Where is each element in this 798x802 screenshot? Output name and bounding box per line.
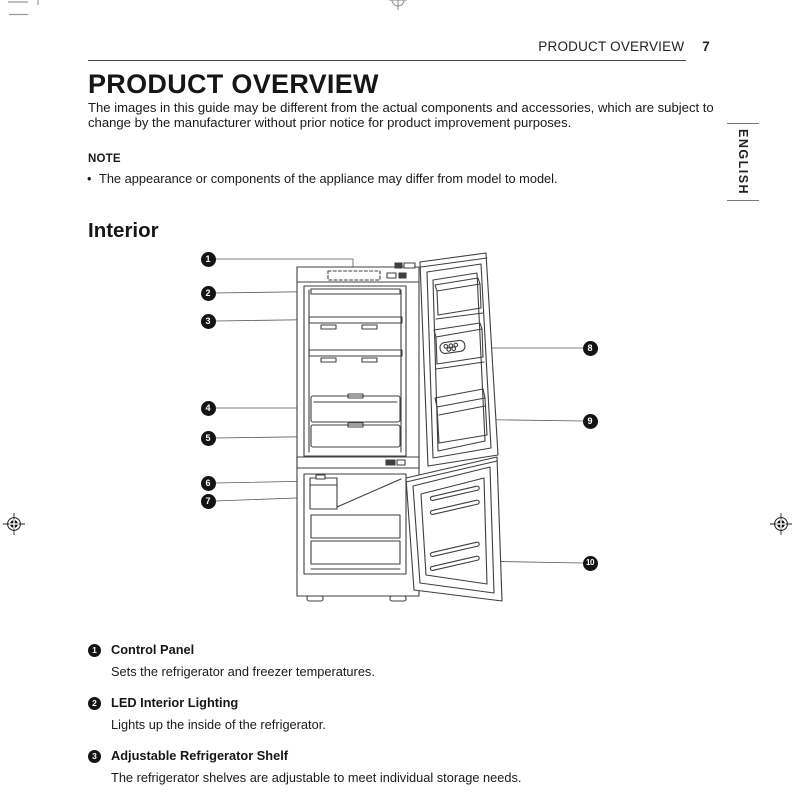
callout-4: 4 [201,401,216,416]
callout-5: 5 [201,431,216,446]
callout-10: 10 [583,556,598,571]
registration-target-left [3,513,25,535]
compartment-divider [297,457,419,468]
language-tab [727,123,759,201]
top-hinge [395,263,415,268]
registration-target-top [389,0,407,10]
callout-1: 1 [201,252,216,267]
fridge-door [420,253,498,466]
callout-9: 9 [583,414,598,429]
header-rule [88,60,686,61]
note-item-text: The appearance or components of the appliance may differ from model to model. [99,171,558,186]
legend-desc-2: Lights up the inside of the refrigerator. [111,717,326,732]
legend-num-1: 1 [88,644,101,657]
freezer-door [406,457,502,601]
legend-title-2: LED Interior Lighting [111,695,239,710]
callout-6: 6 [201,476,216,491]
callout-8: 8 [583,341,598,356]
legend-desc-3: The refrigerator shelves are adjustable to meet individual storage needs. [111,770,522,785]
note-item [87,171,717,186]
refrigerator-line-art [190,245,610,615]
legs [307,596,406,601]
legend-num-3: 3 [88,750,101,763]
running-header-section: PRODUCT OVERVIEW [538,39,685,54]
callout-2: 2 [201,286,216,301]
legend-title-3: Adjustable Refrigerator Shelf [111,748,289,763]
interior-diagram [190,245,610,615]
intro-paragraph: The images in this guide may be different from the actual components and accessories, which are subject to change by the manufacturer without prior notice for product improvement purposes. [88,100,714,130]
language-tab-label: ENGLISH [736,128,750,196]
legend-list [88,643,728,802]
crop-mark-top-left [8,0,38,15]
legend-item-adjustable-shelf [88,749,728,784]
note-label: NOTE [88,153,121,165]
page-title: PRODUCT OVERVIEW [88,69,379,99]
legend-item-led-lighting [88,696,728,731]
running-header [88,39,710,54]
callout-3: 3 [201,314,216,329]
registration-target-right [770,513,792,535]
legend-num-2: 2 [88,697,101,710]
legend-title-1: Control Panel [111,642,195,657]
page-number: 7 [702,39,710,54]
section-title-interior: Interior [88,219,159,242]
bullet-icon: • [87,171,92,186]
legend-item-control-panel [88,643,728,678]
legend-desc-1: Sets the refrigerator and freezer temperatures. [111,664,375,679]
callout-7: 7 [201,494,216,509]
